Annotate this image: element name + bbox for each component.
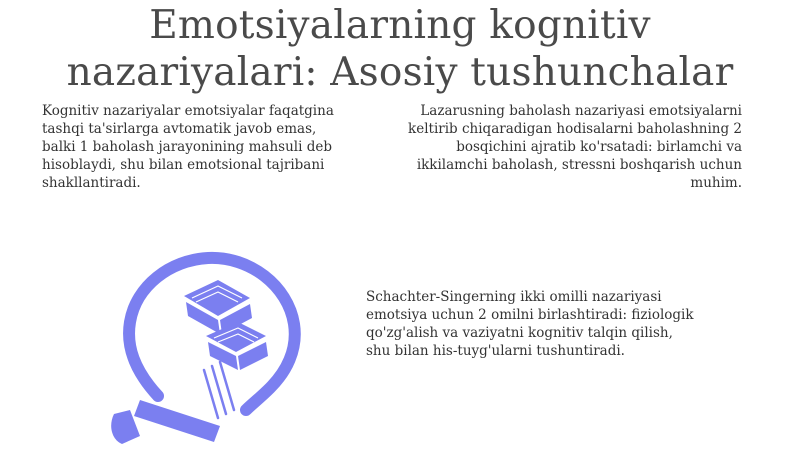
- page-title: [0, 2, 800, 96]
- text-block-lazarus: Lazarusning baholash nazariyasi emotsiyalarni keltirib chiqaradigan hodisalarni baholashning 2 bosqichini ajratib ko'rsatadi: birlamchi va ikkilamchi baholash, stressni boshqarish uchun muhim.: [408, 103, 742, 191]
- lightbulb-book-icon: [100, 250, 310, 449]
- book-icon: [184, 280, 268, 370]
- title-line-1: Emotsiyalarning kognitiv: [149, 3, 651, 48]
- text-block-schachter-singer: Schachter-Singerning ikki omilli nazariyasi emotsiya uchun 2 omilni birlashtiradi: fiziologik qo'zg'alish va vaziyatni kognitiv talqin qilish, shu bilan his-tuyg'ularni tushuntiradi.: [366, 289, 694, 359]
- bulb-base: [111, 400, 220, 444]
- text-block-kognitiv: Kognitiv nazariyalar emotsiyalar faqatgina tashqi ta'sirlarga avtomatik javob emas, balki 1 baholash jarayonining mahsuli deb hisoblaydi, shu bilan emotsional tajribani shakllantiradi.: [42, 103, 334, 191]
- title-line-2: nazariyalari: Asosiy tushunchalar: [66, 50, 734, 95]
